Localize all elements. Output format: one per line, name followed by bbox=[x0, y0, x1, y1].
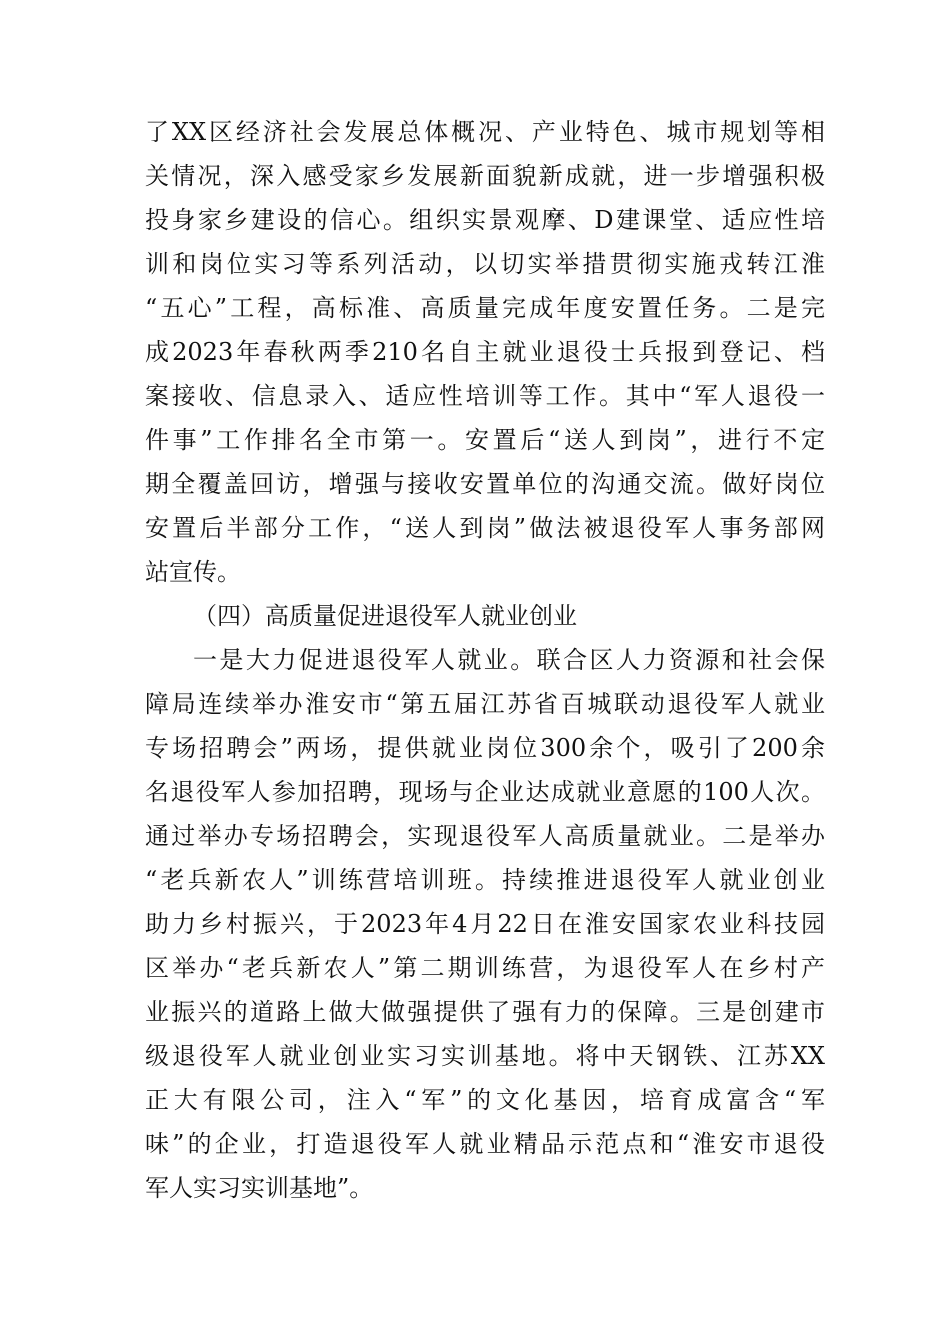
paragraph-line: 案接收、信息录入、适应性培训等工作。其中“军人退役一 bbox=[145, 382, 825, 410]
paragraph-line: 级退役军人就业创业实习实训基地。将中天钢铁、江苏XX bbox=[145, 1042, 825, 1070]
paragraph-line: 训和岗位实习等系列活动，以切实举措贯彻实施戎转江淮 bbox=[145, 250, 825, 278]
paragraph-line: 助力乡村振兴，于2023年4月22日在淮安国家农业科技园 bbox=[145, 910, 825, 938]
paragraph-line: “五心”工程，高标准、高质量完成年度安置任务。二是完 bbox=[145, 294, 825, 322]
paragraph-line: 军人实习实训基地”。 bbox=[145, 1174, 374, 1202]
paragraph-line: 正大有限公司，注入“军”的文化基因，培育成富含“军 bbox=[145, 1086, 825, 1114]
paragraph-line: 件事”工作排名全市第一。安置后“送人到岗”，进行不定 bbox=[145, 426, 825, 454]
paragraph-line: 成2023年春秋两季210名自主就业退役士兵报到登记、档 bbox=[145, 338, 825, 366]
paragraph-line: 投身家乡建设的信心。组织实景观摩、D建课堂、适应性培 bbox=[145, 206, 825, 234]
section-heading: （四）高质量促进退役军人就业创业 bbox=[193, 602, 577, 630]
paragraph-line: 站宣传。 bbox=[145, 558, 241, 586]
paragraph-line: 名退役军人参加招聘，现场与企业达成就业意愿的100人次。 bbox=[145, 778, 825, 806]
paragraph-line: 专场招聘会”两场，提供就业岗位300余个，吸引了200余 bbox=[145, 734, 825, 762]
paragraph-line: 安置后半部分工作，“送人到岗”做法被退役军人事务部网 bbox=[145, 514, 825, 542]
paragraph-line: 一是大力促进退役军人就业。联合区人力资源和社会保 bbox=[193, 646, 825, 674]
paragraph-line: 通过举办专场招聘会，实现退役军人高质量就业。二是举办 bbox=[145, 822, 825, 850]
paragraph-line: 期全覆盖回访，增强与接收安置单位的沟通交流。做好岗位 bbox=[145, 470, 825, 498]
paragraph-line: “老兵新农人”训练营培训班。持续推进退役军人就业创业 bbox=[145, 866, 825, 894]
paragraph-line: 障局连续举办淮安市“第五届江苏省百城联动退役军人就业 bbox=[145, 690, 825, 718]
paragraph-line: 味”的企业，打造退役军人就业精品示范点和“淮安市退役 bbox=[145, 1130, 825, 1158]
paragraph-line: 业振兴的道路上做大做强提供了强有力的保障。三是创建市 bbox=[145, 998, 825, 1026]
paragraph-line: 关情况，深入感受家乡发展新面貌新成就，进一步增强积极 bbox=[145, 162, 825, 190]
paragraph-line: 区举办“老兵新农人”第二期训练营，为退役军人在乡村产 bbox=[145, 954, 825, 982]
paragraph-line: 了XX区经济社会发展总体概况、产业特色、城市规划等相 bbox=[145, 118, 825, 146]
